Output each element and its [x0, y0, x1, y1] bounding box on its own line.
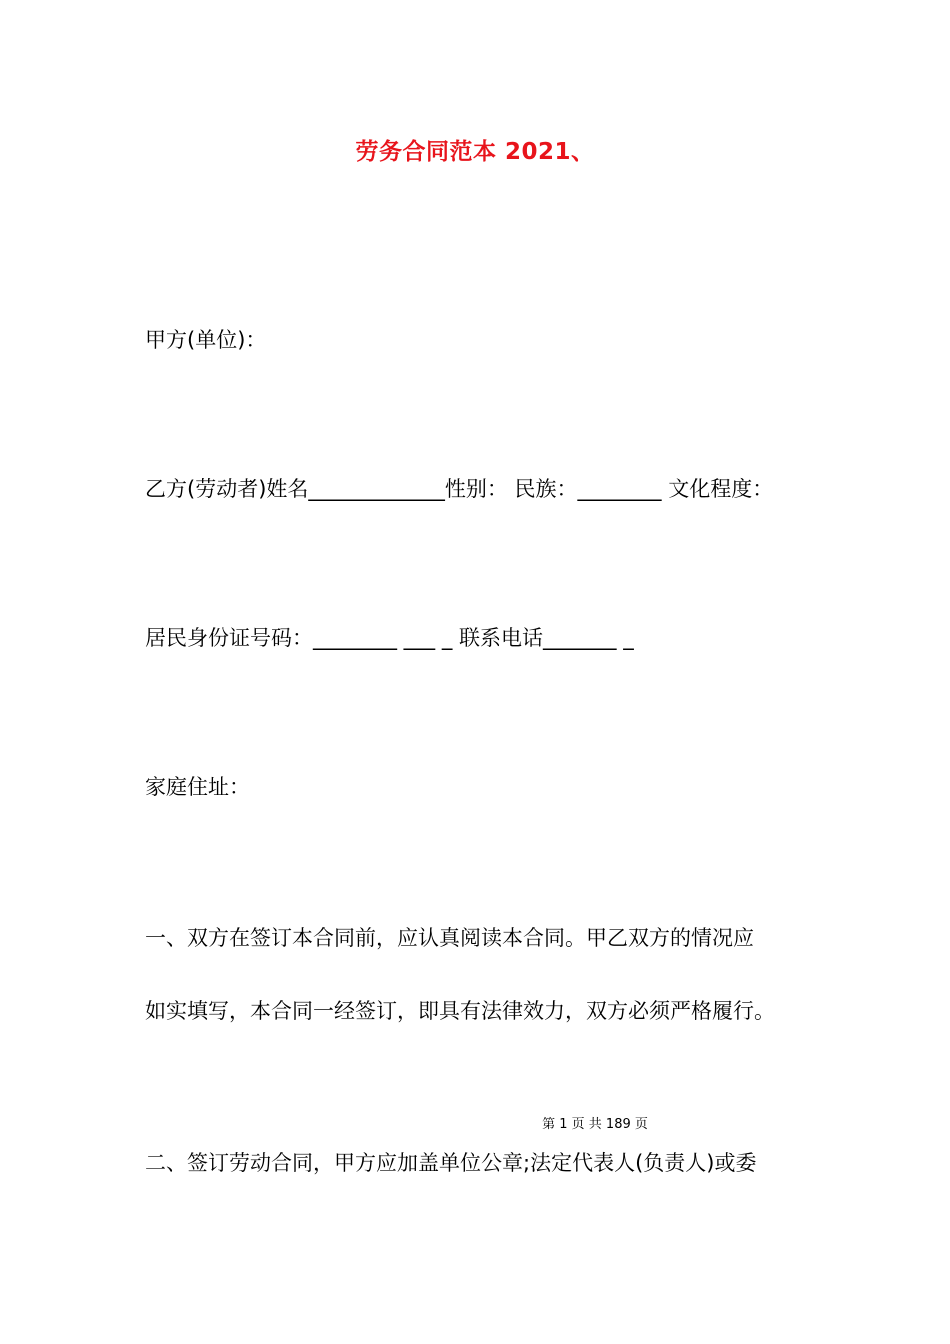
clause-1-line-2: 如实填写，本合同一经签订，即具有法律效力，双方必须严格履行。 [145, 999, 775, 1023]
address-line: 家庭住址： [145, 775, 250, 799]
clause-1-line-1: 一、双方在签订本合同前，应认真阅读本合同。甲乙双方的情况应 [145, 926, 754, 950]
id-phone-line: 居民身份证号码：________ ___ _ 联系电话_______ _ [145, 626, 634, 650]
party-b-line: 乙方(劳动者)姓名_____________性别： 民族：________ 文化程度： [145, 477, 774, 501]
party-a-line: 甲方(单位)： [145, 328, 267, 352]
clause-2-line-1: 二、签订劳动合同，甲方应加盖单位公章;法定代表人(负责人)或委 [145, 1151, 757, 1175]
page-number: 第 1 页 共 189 页 [542, 1117, 648, 1132]
document-title: 劳务合同范本 2021、 [355, 139, 595, 165]
